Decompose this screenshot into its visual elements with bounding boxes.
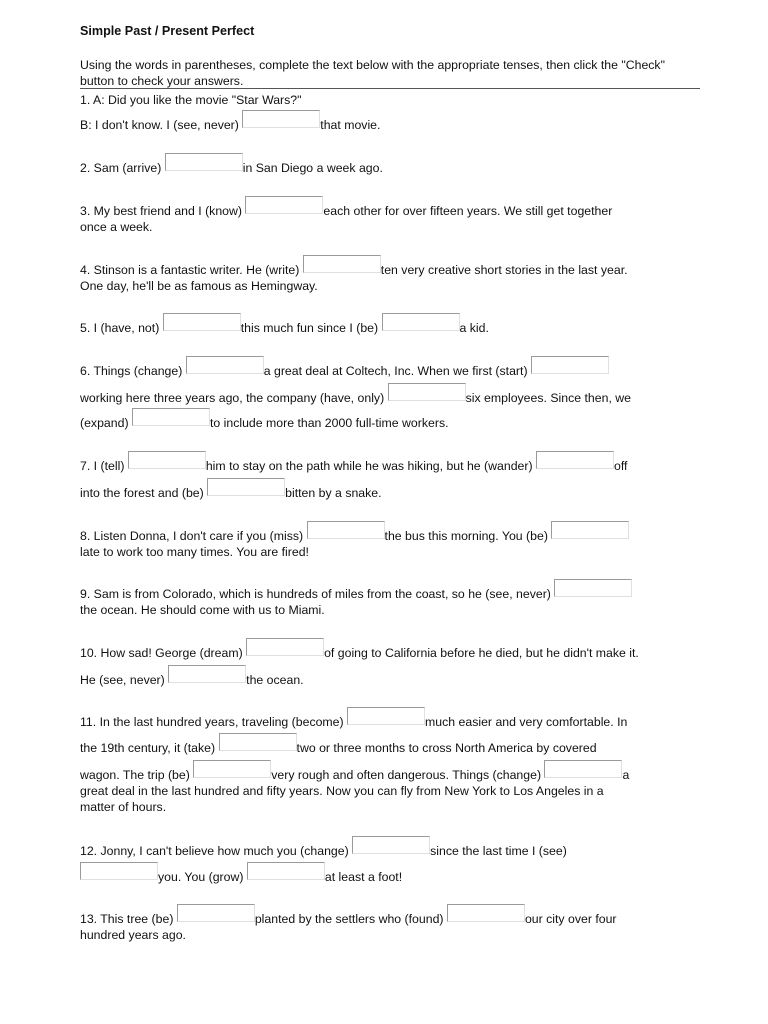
question-text: working here three years ago, the company (have, only) bbox=[80, 391, 385, 405]
question-text: 12. Jonny, I can't believe how much you (change) bbox=[80, 844, 349, 858]
answer-input-10b[interactable] bbox=[168, 665, 246, 683]
answer-input-11d[interactable] bbox=[544, 760, 622, 778]
question-8-line-2 bbox=[80, 543, 309, 561]
question-text: B: I don't know. I (see, never) bbox=[80, 118, 239, 132]
page-title: Simple Past / Present Perfect bbox=[80, 24, 255, 38]
question-text: since the last time I (see) bbox=[430, 844, 567, 858]
answer-input-13a[interactable] bbox=[177, 904, 255, 922]
answer-input-2[interactable] bbox=[165, 153, 243, 171]
question-3-line-1 bbox=[80, 202, 612, 220]
question-text: 4. Stinson is a fantastic writer. He (write) bbox=[80, 263, 300, 277]
question-text: a bbox=[622, 768, 630, 782]
answer-input-12c[interactable] bbox=[247, 862, 325, 880]
answer-input-10a[interactable] bbox=[246, 638, 324, 656]
question-12-line-1 bbox=[80, 842, 567, 860]
question-text: 2. Sam (arrive) bbox=[80, 161, 162, 175]
question-9-line-2 bbox=[80, 601, 325, 619]
question-text: One day, he'll be as famous as Hemingway. bbox=[80, 279, 318, 293]
question-text: 8. Listen Donna, I don't care if you (miss) bbox=[80, 529, 304, 543]
answer-input-7c[interactable] bbox=[207, 478, 285, 496]
answer-input-6c[interactable] bbox=[388, 383, 466, 401]
question-text: the ocean. He should come with us to Miami. bbox=[80, 603, 325, 617]
question-text: 6. Things (change) bbox=[80, 364, 183, 378]
question-text: 5. I (have, not) bbox=[80, 321, 160, 335]
question-text: wagon. The trip (be) bbox=[80, 768, 190, 782]
question-text: ten very creative short stories in the last year. bbox=[380, 263, 628, 277]
question-text: each other for over fifteen years. We still get together bbox=[323, 204, 613, 218]
answer-input-11b[interactable] bbox=[219, 733, 297, 751]
question-text: of going to California before he died, but he didn't make it. bbox=[324, 646, 639, 660]
question-text: 13. This tree (be) bbox=[80, 912, 174, 926]
question-text: a great deal at Coltech, Inc. When we first (start) bbox=[263, 364, 528, 378]
answer-input-12b[interactable] bbox=[80, 862, 158, 880]
question-4-line-2 bbox=[80, 277, 318, 295]
question-text: the 19th century, it (take) bbox=[80, 741, 216, 755]
question-text: our city over four bbox=[524, 912, 617, 926]
question-text: very rough and often dangerous. Things (change) bbox=[271, 768, 542, 782]
answer-input-4[interactable] bbox=[303, 255, 381, 273]
question-text: 1. A: Did you like the movie "Star Wars?" bbox=[80, 93, 302, 107]
question-text: to include more than 2000 full-time workers. bbox=[209, 416, 449, 430]
question-7-line-2 bbox=[80, 484, 382, 502]
question-text: much easier and very comfortable. In bbox=[425, 715, 628, 729]
answer-input-9[interactable] bbox=[554, 579, 632, 597]
answer-input-8a[interactable] bbox=[307, 521, 385, 539]
question-12-line-2 bbox=[80, 868, 402, 886]
question-text: 7. I (tell) bbox=[80, 459, 125, 473]
question-text: two or three months to cross North America by covered bbox=[296, 741, 597, 755]
question-text: into the forest and (be) bbox=[80, 486, 204, 500]
divider bbox=[80, 88, 700, 89]
question-text: this much fun since I (be) bbox=[240, 321, 379, 335]
question-text: at least a foot! bbox=[324, 870, 403, 884]
answer-input-5a[interactable] bbox=[163, 313, 241, 331]
answer-input-6d[interactable] bbox=[132, 408, 210, 426]
question-11-line-2 bbox=[80, 739, 597, 757]
question-text: that movie. bbox=[320, 118, 381, 132]
answer-input-11a[interactable] bbox=[347, 707, 425, 725]
question-11-line-1 bbox=[80, 713, 627, 731]
question-text: hundred years ago. bbox=[80, 928, 186, 942]
question-6-line-3 bbox=[80, 414, 449, 432]
answer-input-6a[interactable] bbox=[186, 356, 264, 374]
question-text: 9. Sam is from Colorado, which is hundreds of miles from the coast, so he (see, never) bbox=[80, 587, 551, 601]
question-text: 10. How sad! George (dream) bbox=[80, 646, 243, 660]
answer-input-5b[interactable] bbox=[382, 313, 460, 331]
question-text: in San Diego a week ago. bbox=[242, 161, 383, 175]
question-5-line bbox=[80, 319, 489, 337]
question-text: six employees. Since then, we bbox=[465, 391, 632, 405]
answer-input-7a[interactable] bbox=[128, 451, 206, 469]
question-text: a kid. bbox=[459, 321, 489, 335]
question-text: 11. In the last hundred years, traveling (become) bbox=[80, 715, 344, 729]
question-text: once a week. bbox=[80, 220, 153, 234]
question-2-line bbox=[80, 159, 383, 177]
answer-input-13b[interactable] bbox=[447, 904, 525, 922]
answer-input-1[interactable] bbox=[242, 110, 320, 128]
answer-input-6b[interactable] bbox=[531, 356, 609, 374]
question-13-line-2 bbox=[80, 926, 186, 944]
question-text: 3. My best friend and I (know) bbox=[80, 204, 242, 218]
question-text: late to work too many times. You are fired! bbox=[80, 545, 309, 559]
question-10-line-2 bbox=[80, 671, 304, 689]
answer-input-12a[interactable] bbox=[352, 836, 430, 854]
question-text: great deal in the last hundred and fifty years. Now you can fly from New York to Los Angeles in a bbox=[80, 784, 604, 798]
answer-input-8b[interactable] bbox=[551, 521, 629, 539]
question-text: the bus this morning. You (be) bbox=[384, 529, 548, 543]
question-6-line-1 bbox=[80, 362, 609, 380]
question-text: off bbox=[614, 459, 628, 473]
answer-input-11c[interactable] bbox=[193, 760, 271, 778]
instructions: Using the words in parentheses, complete the text below with the appropriate tenses, then click the "Check" button to check your answers. bbox=[80, 58, 665, 88]
question-text: planted by the settlers who (found) bbox=[254, 912, 444, 926]
question-1-line-b bbox=[80, 116, 380, 134]
question-7-line-1 bbox=[80, 457, 627, 475]
question-10-line-1 bbox=[80, 644, 639, 662]
question-text: He (see, never) bbox=[80, 673, 165, 687]
question-text: you. You (grow) bbox=[158, 870, 244, 884]
question-text: bitten by a snake. bbox=[285, 486, 382, 500]
answer-input-3[interactable] bbox=[245, 196, 323, 214]
question-1-line-a bbox=[80, 91, 302, 109]
question-text: (expand) bbox=[80, 416, 129, 430]
answer-input-7b[interactable] bbox=[536, 451, 614, 469]
question-text: the ocean. bbox=[246, 673, 304, 687]
question-text: him to stay on the path while he was hiking, but he (wander) bbox=[205, 459, 533, 473]
question-6-line-2 bbox=[80, 389, 631, 407]
question-text: matter of hours. bbox=[80, 800, 167, 814]
question-3-line-2 bbox=[80, 218, 152, 236]
question-11-line-5 bbox=[80, 798, 166, 816]
